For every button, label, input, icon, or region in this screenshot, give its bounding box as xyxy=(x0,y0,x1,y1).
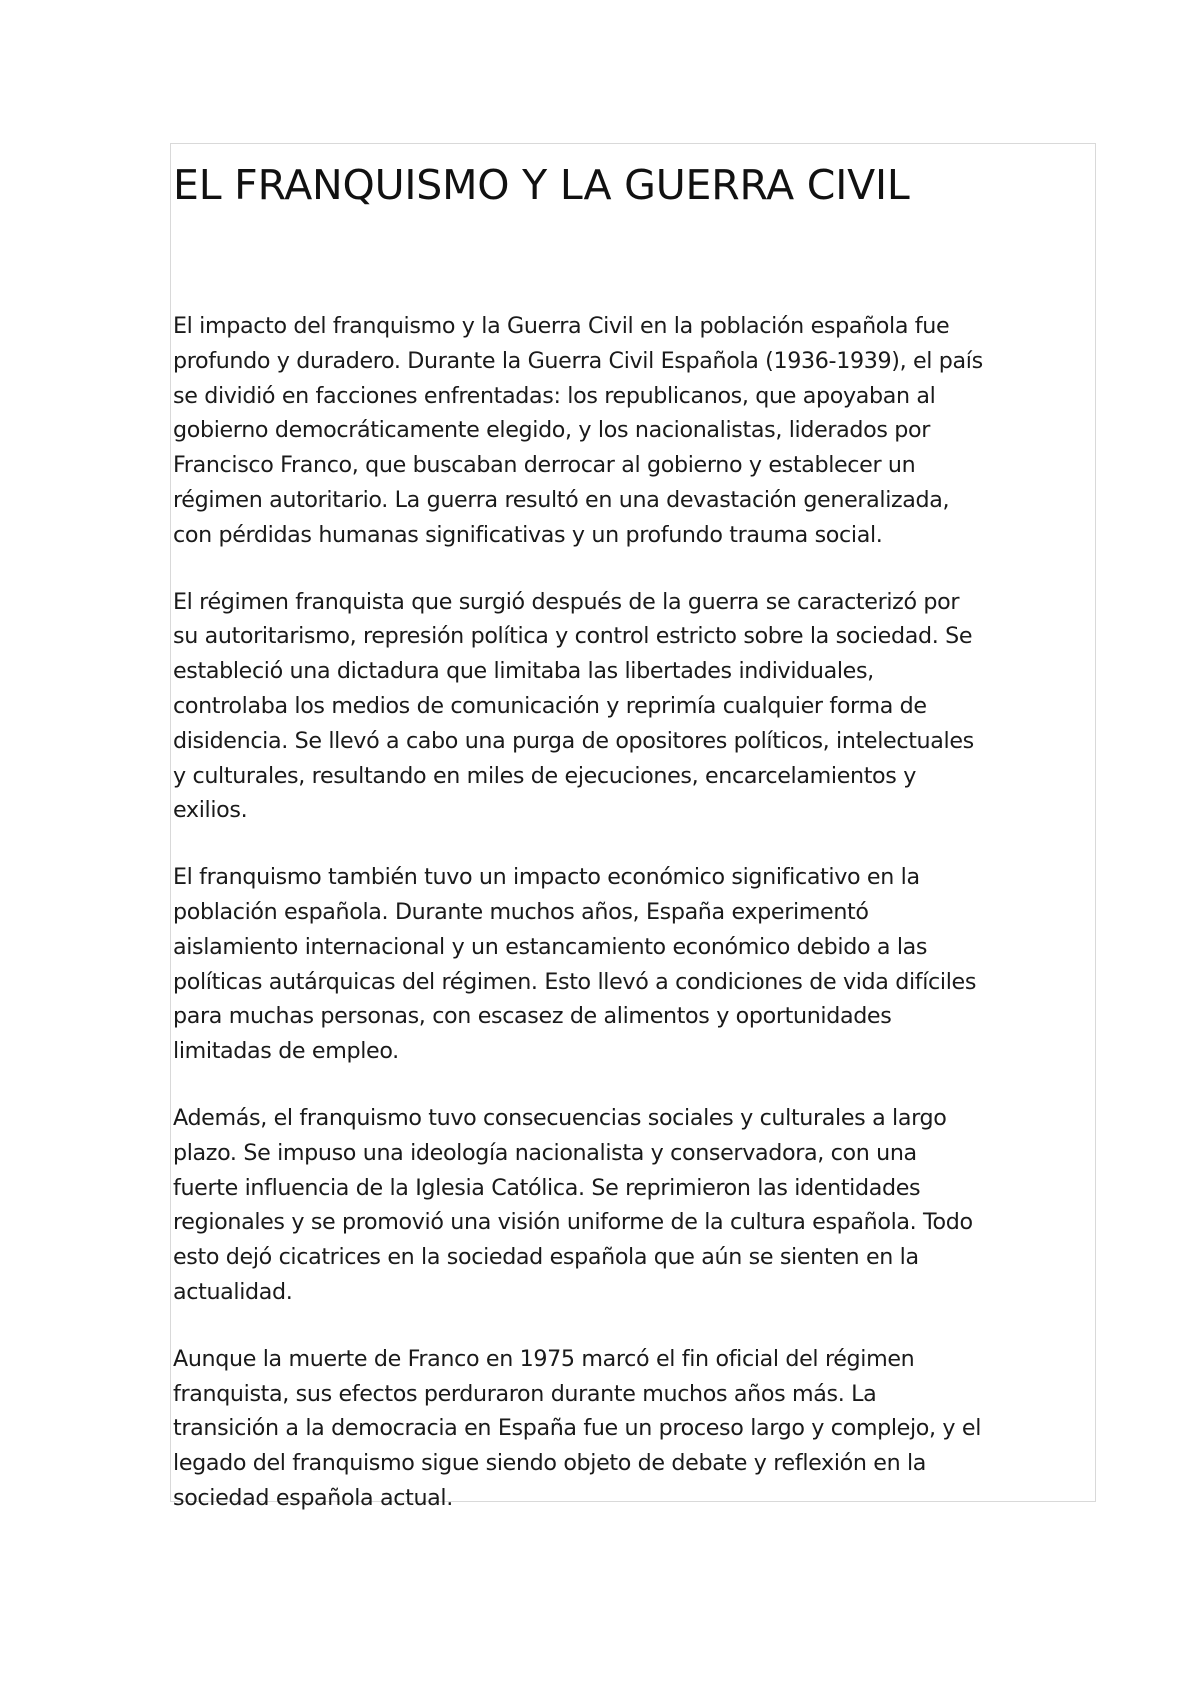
text-line: para muchas personas, con escasez de alimentos y oportunidades xyxy=(173,1003,892,1030)
paragraph-transition xyxy=(173,1342,1053,1516)
text-line: aislamiento internacional y un estancamiento económico debido a las xyxy=(173,933,928,960)
text-line: con pérdidas humanas significativas y un profundo trauma social. xyxy=(173,521,883,548)
text-line: exilios. xyxy=(173,797,248,824)
text-line: esto dejó cicatrices en la sociedad española que aún se sienten en la xyxy=(173,1244,919,1271)
text-line: población española. Durante muchos años, España experimentó xyxy=(173,898,869,925)
text-line: su autoritarismo, represión política y control estricto sobre la sociedad. Se xyxy=(173,623,973,650)
document-body xyxy=(173,309,1053,1516)
text-line: gobierno democráticamente elegido, y los nacionalistas, liderados por xyxy=(173,417,931,444)
text-line: regionales y se promovió una visión uniforme de la cultura española. Todo xyxy=(173,1209,973,1236)
text-line: se dividió en facciones enfrentadas: los republicanos, que apoyaban al xyxy=(173,382,936,409)
paragraph-social xyxy=(173,1101,1053,1310)
text-line: El franquismo también tuvo un impacto económico significativo en la xyxy=(173,864,920,891)
text-line: Además, el franquismo tuvo consecuencias sociales y culturales a largo xyxy=(173,1104,947,1131)
text-line: disidencia. Se llevó a cabo una purga de opositores políticos, intelectuales xyxy=(173,727,974,754)
text-line: sociedad española actual. xyxy=(173,1484,453,1511)
text-line: y culturales, resultando en miles de ejecuciones, encarcelamientos y xyxy=(173,762,916,789)
text-line: políticas autárquicas del régimen. Esto llevó a condiciones de vida difíciles xyxy=(173,968,977,995)
text-line: franquista, sus efectos perduraron durante muchos años más. La xyxy=(173,1380,877,1407)
paragraph-regime xyxy=(173,585,1053,829)
document-content xyxy=(173,160,1053,1548)
text-line: régimen autoritario. La guerra resultó en una devastación generalizada, xyxy=(173,486,950,513)
document-title: EL FRANQUISMO Y LA GUERRA CIVIL xyxy=(173,161,910,209)
text-line: controlaba los medios de comunicación y reprimía cualquier forma de xyxy=(173,692,927,719)
text-line: plazo. Se impuso una ideología nacionalista y conservadora, con una xyxy=(173,1139,917,1166)
text-line: legado del franquismo sigue siendo objeto de debate y reflexión en la xyxy=(173,1450,927,1477)
text-line: Aunque la muerte de Franco en 1975 marcó el fin oficial del régimen xyxy=(173,1345,915,1372)
text-line: estableció una dictadura que limitaba las libertades individuales, xyxy=(173,658,874,685)
text-line: profundo y duradero. Durante la Guerra Civil Española (1936-1939), el país xyxy=(173,347,983,374)
paragraph-impact xyxy=(173,309,1053,553)
text-line: actualidad. xyxy=(173,1278,293,1305)
text-line: limitadas de empleo. xyxy=(173,1038,399,1065)
text-line: El impacto del franquismo y la Guerra Civil en la población española fue xyxy=(173,313,950,339)
paragraph-economy xyxy=(173,860,1053,1069)
text-line: El régimen franquista que surgió después de la guerra se caracterizó por xyxy=(173,588,960,615)
text-line: Francisco Franco, que buscaban derrocar al gobierno y establecer un xyxy=(173,452,916,479)
text-line: transición a la democracia en España fue un proceso largo y complejo, y el xyxy=(173,1415,982,1442)
text-line: fuerte influencia de la Iglesia Católica. Se reprimieron las identidades xyxy=(173,1174,921,1201)
